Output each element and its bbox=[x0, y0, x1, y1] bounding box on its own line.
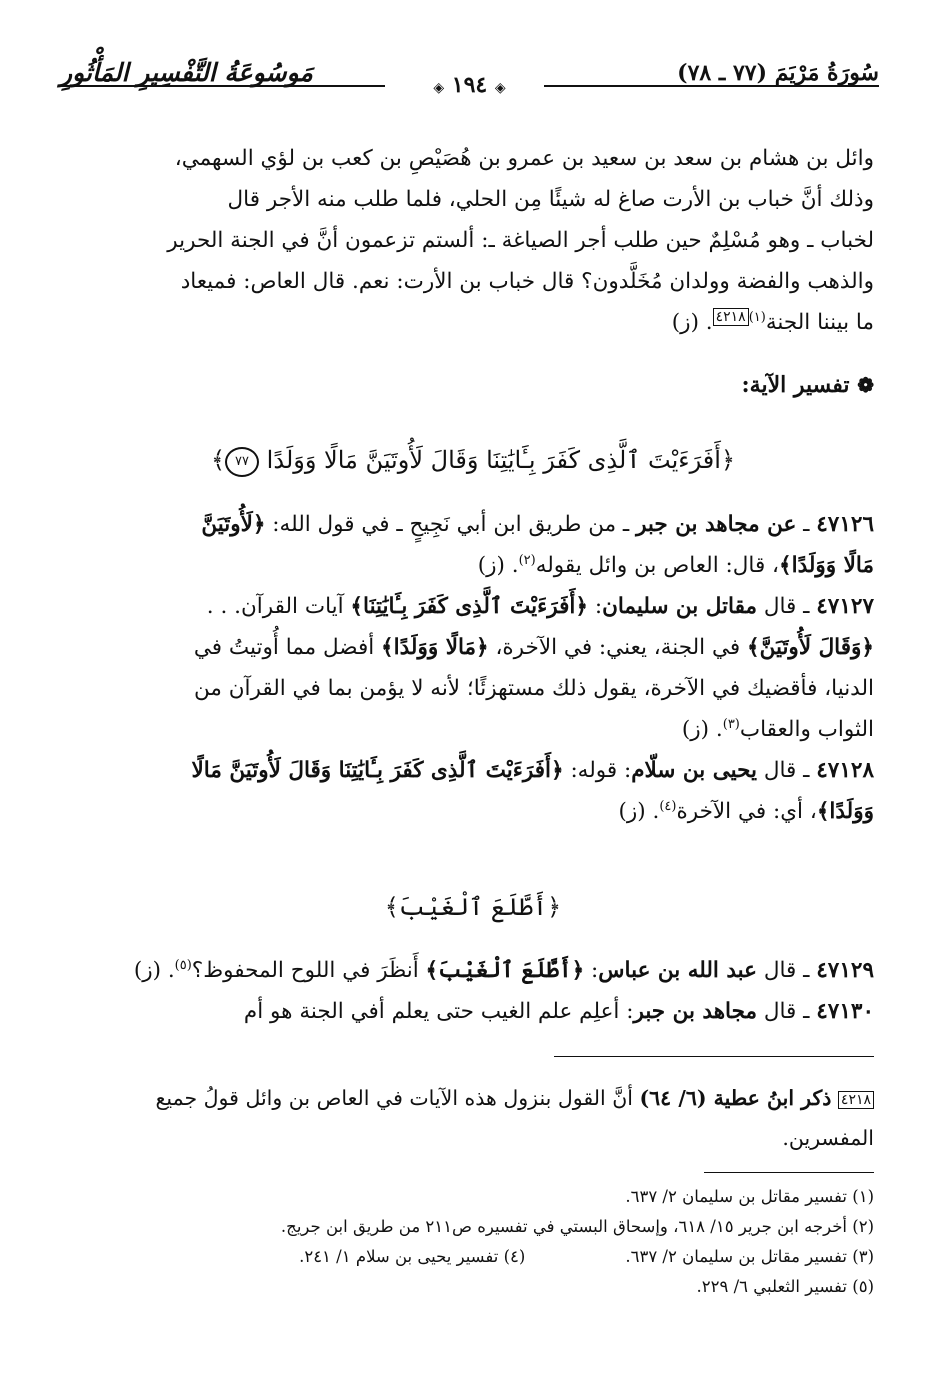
text-fragment: : قوله: bbox=[563, 758, 632, 783]
quran-verse bbox=[72, 446, 874, 477]
commentary-entry bbox=[72, 991, 874, 1032]
commentary-entry bbox=[72, 504, 874, 586]
bold-text: ﴿أَفَرَءَيْتَ ٱلَّذِى كَفَرَ بِـَٔايَٰتِنَا﴾ bbox=[350, 594, 588, 619]
text-fragment: : bbox=[587, 594, 603, 619]
footnote-separator bbox=[554, 1056, 874, 1057]
text-line: وذلك أنَّ خباب بن الأرت صاغ له شيئًا مِن الحلي، فلما طلب منه الأجر قال bbox=[227, 187, 874, 212]
quran-verse: ﴿أَطَّلَعَ ٱلْغَيْبَ﴾ bbox=[384, 893, 562, 921]
section-heading-text: تفسير الآية: bbox=[741, 372, 850, 398]
text-fragment: آيات القرآن. . . bbox=[206, 594, 351, 619]
text-line bbox=[72, 750, 874, 791]
running-header bbox=[60, 52, 879, 96]
aya-number-marker: ٧٧ bbox=[225, 447, 259, 477]
text-fragment: . (ز) bbox=[133, 958, 175, 983]
text-fragment: في الجنة، يعني: في الآخرة، bbox=[488, 635, 747, 660]
bold-text: مقاتل بن سليمان bbox=[602, 594, 757, 619]
commentary-entry bbox=[72, 586, 874, 750]
text-line bbox=[72, 791, 874, 832]
header-rule-right bbox=[544, 85, 879, 87]
text-fragment: ما بيننا الجنة bbox=[765, 310, 874, 335]
text-line bbox=[72, 545, 874, 586]
footnote-marker: (٤) bbox=[659, 798, 677, 814]
text-fragment: ـ bbox=[796, 512, 817, 537]
footnote-item: (٣) تفسير مقاتل بن سليمان ٢/ ٦٣٧. bbox=[625, 1247, 874, 1266]
text-fragment: ، قال: العاص بن وائل يقوله bbox=[535, 553, 779, 578]
text-fragment: الثواب والعقاب bbox=[739, 717, 874, 742]
note-bold-text: ذكر ابنُ عطية (٦/ ٦٤) bbox=[639, 1086, 832, 1110]
text-line bbox=[72, 627, 874, 668]
text-line: والذهب والفضة وولدان مُخَلَّدون؟ قال خباب بن الأرت: نعم. قال العاص: فميعاد bbox=[180, 269, 874, 294]
bold-text: مَالًا وَوَلَدًا﴾ bbox=[779, 553, 874, 578]
footnote-item: (٢) أخرجه ابن جرير ١٥/ ٦١٨، وإسحاق البستي في تفسيره ص٢١١ من طريق ابن جريج. bbox=[280, 1217, 874, 1236]
text-fragment: ـ قال bbox=[756, 958, 817, 983]
cross-reference-box: ٤٢١٨ bbox=[838, 1091, 874, 1109]
text-fragment: ـ قال bbox=[756, 999, 817, 1024]
commentary-entries bbox=[72, 504, 874, 832]
text-fragment: : أعلِم علم الغيب حتى يعلم أفي الجنة هو أم bbox=[243, 999, 634, 1024]
bold-text: ٤٧١٢٧ bbox=[816, 594, 874, 619]
text-fragment: ـ قال bbox=[756, 594, 817, 619]
text-line bbox=[72, 504, 874, 545]
page-number-block bbox=[433, 72, 505, 98]
text-line: لخباب ـ وهو مُسْلِمٌ حين طلب أجر الصياغة ـ: ألستم تزعمون أنَّ في الجنة الحرير bbox=[167, 228, 874, 253]
bold-text: ﴿أَفَرَءَيْتَ ٱلَّذِى كَفَرَ بِـَٔايَٰتِنَا وَقَالَ لَأُوتَيَنَّ مَالًا bbox=[191, 758, 564, 783]
bold-text: ٤٧١٣٠ bbox=[816, 999, 874, 1024]
text-line bbox=[72, 709, 874, 750]
flower-ornament-icon: ❁ bbox=[857, 373, 874, 397]
book-title: مَوسُوعَةُ التَّفْسِيرِ المَأْثُورِ bbox=[60, 58, 313, 87]
footnotes bbox=[72, 1182, 874, 1302]
bold-text: ﴿وَقَالَ لَأُوتَيَنَّ﴾ bbox=[747, 635, 874, 660]
page-number: ١٩٤ bbox=[451, 72, 488, 98]
bold-text: ﴿أَطَّلَعَ ٱلْغَيْبَ﴾ bbox=[425, 958, 585, 983]
verse-text: ﴿أَفَرَءَيْتَ ٱلَّذِى كَفَرَ بِـَٔايَٰتِنَا وَقَالَ لَأُوتَيَنَّ مَالًا وَوَلَدًا bbox=[266, 446, 736, 474]
intro-paragraph bbox=[72, 138, 874, 343]
footnote-item: (٤) تفسير يحيى بن سلام ١/ ٢٤١. bbox=[299, 1247, 526, 1266]
verse-close-bracket: ﴾ bbox=[210, 446, 226, 474]
text-fragment: : bbox=[584, 958, 599, 983]
bold-text: مجاهد بن جبر bbox=[633, 999, 757, 1024]
text-fragment: . (ز) bbox=[681, 717, 723, 742]
text-line bbox=[72, 302, 874, 343]
text-fragment: . (ز) bbox=[671, 310, 713, 335]
surah-reference: سُورَةُ مَرْيَمَ (٧٧ ـ ٧٨) bbox=[677, 60, 879, 86]
footnote-row bbox=[72, 1242, 874, 1272]
note-text: أنَّ القول بنزول هذه الآيات في العاص بن وائل قولُ جميع bbox=[155, 1086, 640, 1110]
commentary-note bbox=[72, 1078, 874, 1158]
commentary-entry bbox=[72, 950, 874, 991]
text-line bbox=[72, 668, 874, 709]
text-fragment: أَنظَرَ في اللوح المحفوظ؟ bbox=[191, 958, 426, 983]
commentary-entry bbox=[72, 750, 874, 832]
text-line bbox=[72, 586, 874, 627]
bold-text: ٤٧١٢٩ bbox=[816, 958, 874, 983]
text-fragment: أفضل مما أُوتيتُ في bbox=[193, 635, 382, 660]
cross-reference-box: ٤٢١٨ bbox=[713, 308, 749, 326]
footnote-marker: (٢) bbox=[518, 552, 536, 568]
bold-text: عبد الله بن عباس bbox=[598, 958, 757, 983]
text-fragment: ، أي: في الآخرة bbox=[676, 799, 817, 824]
bold-text: يحيى بن سلّام bbox=[631, 758, 757, 783]
note-line: المفسرين. bbox=[782, 1126, 874, 1150]
text-line bbox=[72, 950, 874, 991]
text-fragment: الدنيا، فأقضيك في الآخرة، يقول ذلك مستهزئًا؛ لأنه لا يؤمن بما في القرآن من bbox=[193, 676, 874, 701]
commentary-entries bbox=[72, 950, 874, 1032]
footnote-marker: (١) bbox=[748, 309, 766, 325]
ornament-icon: ◈ bbox=[494, 80, 506, 96]
footnote-marker: (٥) bbox=[174, 957, 192, 973]
bold-text: ﴿لَأُوتَيَنَّ bbox=[201, 512, 266, 537]
ornament-icon: ◈ bbox=[433, 80, 445, 96]
footnote-item: (٥) تفسير الثعلبي ٦/ ٢٢٩. bbox=[696, 1277, 874, 1296]
bold-text: ٤٧١٢٦ bbox=[816, 512, 874, 537]
bold-text: وَوَلَدًا﴾ bbox=[816, 799, 874, 824]
bold-text: ٤٧١٢٨ bbox=[816, 758, 874, 783]
footnote-marker: (٣) bbox=[722, 716, 740, 732]
section-heading bbox=[742, 372, 874, 398]
bold-text: ﴿مَالًا وَوَلَدًا﴾ bbox=[381, 635, 489, 660]
references-separator bbox=[704, 1172, 874, 1173]
text-fragment: ـ قال bbox=[756, 758, 817, 783]
header-rule-left bbox=[60, 85, 385, 87]
bold-text: عن مجاهد بن جبر bbox=[636, 512, 797, 537]
text-line: وائل بن هشام بن سعد بن سعيد بن عمرو بن هُصَيْصِ بن كعب بن لؤي السهمي، bbox=[174, 146, 874, 171]
note-line bbox=[72, 1078, 874, 1118]
text-line bbox=[72, 991, 874, 1032]
text-fragment: . (ز) bbox=[618, 799, 660, 824]
text-fragment: ـ من طريق ابن أبي نَجِيحٍ ـ في قول الله: bbox=[265, 512, 637, 537]
footnote-item: (١) تفسير مقاتل بن سليمان ٢/ ٦٣٧. bbox=[625, 1187, 874, 1206]
text-fragment: . (ز) bbox=[477, 553, 519, 578]
